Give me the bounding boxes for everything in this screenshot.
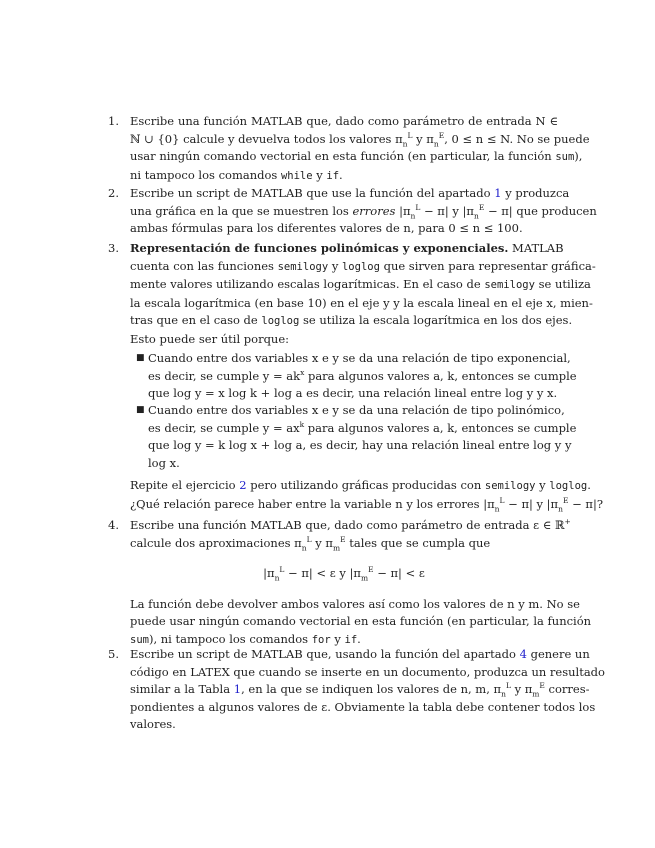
exercise-3 (108, 240, 596, 348)
text-line: valores. (130, 717, 176, 731)
text-line: ¿Qué relación parece haber entre la variable n y los errores $|\pi_n^L - \pi|$ y $|\pi_n^E - \pi|$? (130, 495, 603, 513)
text-line: Cuando entre dos variables x e y se da una relación de tipo polinómico, (148, 403, 565, 417)
text-line: la escala logarítmica (en base 10) en el eje y y la escala lineal en el eje x, mien- (130, 295, 593, 310)
section-heading: Representación de funciones polinómicas y exponenciales. (130, 241, 509, 255)
text-line: Escribe una función MATLAB que, dado como parámetro de entrada ε ∈ ℝ+ (130, 517, 571, 532)
bullet-icon: ■ (136, 405, 145, 415)
text-line: ambas fórmulas para los diferentes valores de n, para 0 ≤ n ≤ 100. (130, 221, 523, 235)
reference-link[interactable]: 2 (239, 478, 247, 492)
text-line: usar ningún comando vectorial en esta función (en particular, la función sum), (130, 149, 583, 163)
exercise-number: 4. (108, 518, 119, 532)
text-line: calcule dos aproximaciones $\pi_n^L$ y $\pi_m^E$ tales que se cumpla que (130, 534, 491, 552)
bullet-item (130, 402, 577, 472)
exercise-number: 5. (108, 647, 119, 661)
text-line: similar a la Tabla 1, en la que se indiquen los valores de n, m, $\pi_n^L$ y $\pi_m^E$ corres- (130, 681, 590, 699)
text-line: La función debe devolver ambos valores así como los valores de n y m. No se (130, 596, 580, 611)
text-line: sum), ni tampoco los comandos for y if. (130, 631, 361, 646)
text-line: tras que en el caso de loglog se utiliza la escala logarítmica en los dos ejes. (130, 313, 573, 327)
exercise-5 (108, 646, 605, 734)
text-line: ni tampoco los comandos while y if. (130, 167, 343, 182)
text-line: Repite el ejercicio 2 pero utilizando gráficas producidas con semilogy y loglog. (130, 478, 591, 492)
reference-link[interactable]: 1 (233, 682, 242, 696)
text-line: Representación de funciones polinómicas y exponenciales. MATLAB (130, 241, 564, 255)
bullet-icon: ■ (136, 353, 145, 363)
bullet-item (130, 350, 577, 403)
exercise-3-followup (108, 477, 603, 513)
text-line: cuenta con las funciones semilogy y loglog que sirven para representar gráfica- (130, 258, 596, 273)
text-line: es decir, se cumple $y = ax^k$ para algunos valores a, k, entonces se cumple (148, 419, 577, 435)
text-line: que log y = x log k + log a es decir, una relación lineal entre log y y x. (148, 386, 558, 400)
text-line: Escribe un script de MATLAB que use la función del apartado 1 y produzca (130, 186, 570, 200)
text-line: puede usar ningún comando vectorial en esta función (en particular, la función (130, 614, 592, 628)
text-line: log x. (148, 455, 180, 470)
text-line: Cuando entre dos variables x e y se da una relación de tipo exponencial, (148, 351, 571, 365)
text-line: es decir, se cumple $y = ak^x$ para algunos valores a, k, entonces se cumple (148, 367, 577, 383)
text-line: Escribe un script de MATLAB que, usando la función del apartado 4 genere un (130, 647, 590, 661)
exercise-number: 3. (108, 241, 119, 255)
exercise-number: 2. (108, 186, 119, 200)
text-line: código en LATEX que cuando se inserte en un documento, produzca un resultado (130, 664, 605, 679)
text-line: una gráfica en la que se muestren los errores $|\pi_n^L - \pi|$ y $|\pi_n^E - \pi|$ que producen (130, 202, 597, 220)
text-line: Escribe una función MATLAB que, dado como parámetro de entrada N ∈ (130, 114, 558, 128)
text-line: mente valores utilizando escalas logarítmicas. En el caso de semilogy se utiliza (130, 277, 591, 291)
equation: $|\pi_n^L - \pi| < \varepsilon$ y $|\pi_m^E - \pi| < \varepsilon$ (263, 565, 425, 583)
exercise-number: 1. (108, 114, 119, 128)
text-line: ℕ ∪ {0} calcule y devuelva todos los valores $\pi_n^L$ y $\pi_n^E$, 0 ≤ n ≤ N. No se puede (130, 130, 590, 148)
text-line: Esto puede ser útil porque: (130, 331, 290, 346)
exercise-2 (108, 185, 597, 238)
reference-link[interactable]: 1 (494, 186, 502, 200)
reference-link[interactable]: 4 (519, 647, 527, 661)
exercise-4 (108, 517, 592, 649)
text-line: que log y = k log x + log a, es decir, hay una relación lineal entre log y y (148, 438, 572, 452)
exercise-1 (108, 113, 590, 185)
text-line: pondientes a algunos valores de ε. Obviamente la tabla debe contener todos los (130, 699, 596, 714)
